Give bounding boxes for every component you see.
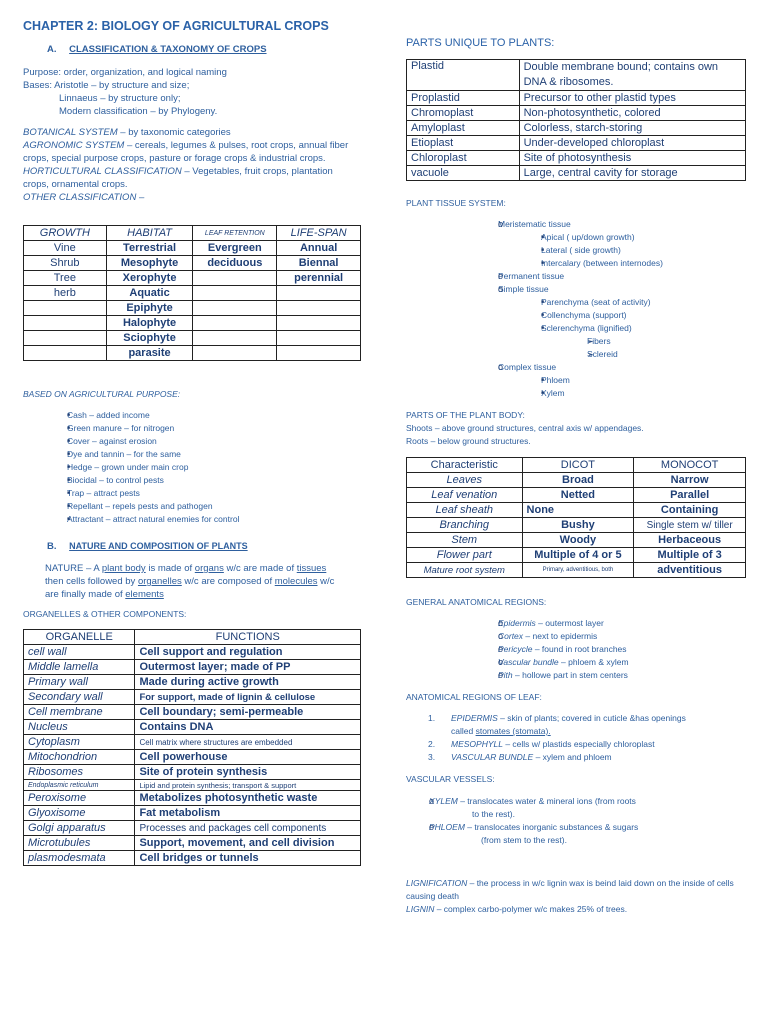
- organelle-function: Processes and packages cell components: [135, 821, 361, 836]
- characteristic-cell: Leaf sheath: [407, 503, 523, 518]
- organelle-function: Cell powerhouse: [135, 750, 361, 765]
- phloem-text: – translocates inorganic substances & sugars: [464, 822, 639, 832]
- xylem-term: XYLEM: [429, 796, 458, 806]
- leaf-region-term: MESOPHYLL: [451, 739, 503, 749]
- section-b-title: NATURE AND COMPOSITION OF PLANTS: [69, 541, 248, 551]
- class-cell: [277, 286, 361, 301]
- class-cell: Halophyte: [106, 316, 193, 331]
- class-cell: herb: [24, 286, 107, 301]
- monocot-cell: Parallel: [634, 488, 746, 503]
- dicot-cell: Netted: [522, 488, 634, 503]
- nature-line-2: [45, 575, 365, 588]
- class-cell: [24, 346, 107, 361]
- functions-header: FUNCTIONS: [135, 630, 361, 645]
- horticultural-system: [23, 165, 361, 191]
- tissue-subitem: ■ Intercalary (between internodes): [521, 257, 755, 270]
- monocot-cell: Narrow: [634, 473, 746, 488]
- organelle-name: Mitochondrion: [24, 750, 135, 765]
- organelle-function: Outermost layer; made of PP: [135, 660, 361, 675]
- organelle-name: Ribosomes: [24, 765, 135, 780]
- vascular-list: [406, 795, 756, 847]
- class-cell: Terrestrial: [106, 241, 193, 256]
- dicot-cell: Bushy: [522, 518, 634, 533]
- anatomical-list: [475, 617, 755, 682]
- leaf-region-term: VASCULAR BUNDLE: [451, 752, 534, 762]
- vascular-continuation: to the rest).: [472, 809, 515, 819]
- roots-definition: Roots – below ground structures.: [406, 436, 531, 446]
- plastid-name: Amyloplast: [407, 121, 520, 136]
- vascular-item: [406, 821, 756, 834]
- class-cell: Biennal: [277, 256, 361, 271]
- dicot-cell: Primary, adventitious, both: [522, 563, 634, 578]
- dicot-cell: Multiple of 4 or 5: [522, 548, 634, 563]
- nature-keyword: molecules: [274, 576, 318, 587]
- shoots-definition: Shoots – above ground structures, central axis w/ appendages.: [406, 423, 644, 433]
- plastid-description: Non-photosynthetic, colored: [519, 106, 745, 121]
- class-header-growth: GROWTH: [24, 226, 107, 241]
- anatomical-text: – next to epidermis: [523, 631, 598, 641]
- bases-line-1: Bases: Aristotle – by structure and size;: [23, 80, 190, 91]
- lignin-text: – complex carbo-polymer w/c makes 25% of trees.: [434, 904, 628, 914]
- nature-keyword: plant body: [101, 563, 146, 574]
- class-cell: Mesophyte: [106, 256, 193, 271]
- organelle-function: Cell boundary; semi-permeable: [135, 705, 361, 720]
- organelle-name: Microtubules: [24, 836, 135, 851]
- list-item: ■ Hedge – grown under main crop: [40, 461, 360, 474]
- dicot-cell: Broad: [522, 473, 634, 488]
- agronomic-system: [23, 139, 361, 165]
- tissue-subitem: ■ Apical ( up/down growth): [521, 231, 755, 244]
- leaf-region-text: – xylem and phloem: [533, 752, 612, 762]
- tissue-subsubitem: ➢ Sclereid: [565, 348, 755, 361]
- section-a-marker: A.: [47, 44, 57, 55]
- class-cell: parasite: [106, 346, 193, 361]
- section-a-heading: [47, 43, 267, 56]
- tissue-item: o Complex tissue: [475, 361, 755, 374]
- list-item: ■ Repellant – repels pests and pathogen: [40, 500, 360, 513]
- section-b-heading: [47, 540, 248, 553]
- lignification-definition: [406, 877, 761, 903]
- dicot-table-header: Characteristic: [407, 458, 523, 473]
- nature-text: are finally made of: [45, 589, 126, 600]
- plastid-name: Chloroplast: [407, 151, 520, 166]
- class-cell: Aquatic: [106, 286, 193, 301]
- nature-text: NATURE – A: [45, 563, 102, 574]
- anatomical-term: Pith: [498, 670, 513, 680]
- botanical-text: – by taxonomic categories: [117, 127, 231, 138]
- phloem-term: PHLOEM: [429, 822, 465, 832]
- organelle-function: Support, movement, and cell division: [135, 836, 361, 851]
- list-item: ■ Cash – added income: [40, 409, 360, 422]
- plastid-description: Under-developed chloroplast: [519, 136, 745, 151]
- class-cell: deciduous: [193, 256, 277, 271]
- anatomical-term: Cortex: [498, 631, 524, 641]
- organelle-function: Cell bridges or tunnels: [135, 851, 361, 866]
- anatomical-text: – hollowe part in stem centers: [512, 670, 628, 680]
- class-cell: [277, 316, 361, 331]
- organelle-function: Metabolizes photosynthetic waste: [135, 791, 361, 806]
- characteristic-cell: Branching: [407, 518, 523, 533]
- organelle-function: Made during active growth: [135, 675, 361, 690]
- lignin-term: LIGNIN: [406, 904, 435, 914]
- chapter-title: CHAPTER 2: BIOLOGY OF AGRICULTURAL CROPS: [23, 19, 329, 33]
- nature-text: w/c are composed of: [181, 576, 275, 587]
- dicot-cell: Woody: [522, 533, 634, 548]
- tissue-outline: [475, 218, 755, 400]
- class-cell: Sciophyte: [106, 331, 193, 346]
- leaf-region-term: EPIDERMIS: [451, 713, 498, 723]
- plastid-description: Precursor to other plastid types: [519, 91, 745, 106]
- bases-line-3: Modern classification – by Phylogeny.: [59, 106, 218, 117]
- organelle-name: Cell membrane: [24, 705, 135, 720]
- class-cell: Xerophyte: [106, 271, 193, 286]
- characteristic-cell: Leaf venation: [407, 488, 523, 503]
- plastid-name: Chromoplast: [407, 106, 520, 121]
- leaf-region-item: [428, 751, 763, 764]
- plant-body-parts: [406, 409, 756, 448]
- nature-text: w/c are made of: [223, 563, 297, 574]
- list-item: ■ Cover – against erosion: [40, 435, 360, 448]
- nature-text: then cells followed by: [45, 576, 138, 587]
- class-cell: Shrub: [24, 256, 107, 271]
- class-header-habitat: HABITAT: [106, 226, 193, 241]
- lignification-text: – the process in w/c lignin wax is beind laid down on the inside of cells causing death: [406, 878, 734, 901]
- class-cell: [24, 331, 107, 346]
- tissue-subitem: ■ Xylem: [521, 387, 755, 400]
- dicot-cell: None: [522, 503, 634, 518]
- leaf-region-item: [428, 712, 763, 725]
- class-cell: [193, 331, 277, 346]
- class-cell: perennial: [277, 271, 361, 286]
- organelle-name: cell wall: [24, 645, 135, 660]
- monocot-cell: Herbaceous: [634, 533, 746, 548]
- organelle-name: Golgi apparatus: [24, 821, 135, 836]
- tissue-item: o Permanent tissue: [475, 270, 755, 283]
- parts-unique-title: PARTS UNIQUE TO PLANTS:: [406, 37, 555, 49]
- plastid-name: Plastid: [407, 60, 520, 91]
- leaf-region-continuation: [428, 725, 763, 738]
- nature-text: w/c: [317, 576, 335, 587]
- plastid-name: vacuole: [407, 166, 520, 181]
- xylem-text: – translocates water & mineral ions (from roots: [457, 796, 636, 806]
- anatomical-text: – found in root branches: [532, 644, 627, 654]
- section-a-title: CLASSIFICATION & TAXONOMY OF CROPS: [69, 44, 267, 55]
- anatomical-item: [475, 643, 755, 656]
- organelle-name: Secondary wall: [24, 690, 135, 705]
- leaf-region-text: – cells w/ plastids especially chloroplast: [502, 739, 655, 749]
- organelle-function: For support, made of lignin & cellulose: [135, 690, 361, 705]
- tissue-item: o Meristematic tissue: [475, 218, 755, 231]
- organelle-table: [23, 629, 361, 866]
- class-cell: [277, 301, 361, 316]
- class-cell: [277, 346, 361, 361]
- anatomical-term: Vascular bundle: [498, 657, 559, 667]
- botanical-system: [23, 126, 361, 139]
- plastid-description: Large, central cavity for storage: [519, 166, 745, 181]
- botanical-term: BOTANICAL SYSTEM: [23, 127, 118, 138]
- organelle-header: ORGANELLE: [24, 630, 135, 645]
- parts-unique-table: [406, 59, 746, 181]
- lignin-definition: [406, 903, 761, 916]
- anatomical-term: Epidermis: [498, 618, 536, 628]
- organelle-function: Fat metabolism: [135, 806, 361, 821]
- plastid-description: Double membrane bound; contains own DNA & ribosomes.: [519, 60, 745, 91]
- class-cell: Tree: [24, 271, 107, 286]
- dicot-monocot-table: [406, 457, 746, 578]
- nature-keyword: elements: [125, 589, 164, 600]
- tissue-subitem: ■ Sclerenchyma (lignified): [521, 322, 755, 335]
- characteristic-cell: Stem: [407, 533, 523, 548]
- list-item: ■ Attractant – attract natural enemies for control: [40, 513, 360, 526]
- classification-table: [23, 225, 361, 361]
- list-item: ■ Green manure – for nitrogen: [40, 422, 360, 435]
- characteristic-cell: Leaves: [407, 473, 523, 488]
- class-header-leaf-retention: LEAF RETENTION: [193, 226, 277, 241]
- organelle-name: Primary wall: [24, 675, 135, 690]
- leaf-region-number: 2.: [428, 739, 436, 749]
- agronomic-text: – cereals, legumes & pulses, root crops, annual fiber crops, special purpose crops, pasture or forage crops & industrial crops.: [23, 140, 349, 164]
- agronomic-term: AGRONOMIC SYSTEM: [23, 140, 125, 151]
- tissue-subitem: ■ Collenchyma (support): [521, 309, 755, 322]
- anatomical-term: Pericycle: [498, 644, 533, 654]
- monocot-cell: adventitious: [634, 563, 746, 578]
- agri-purpose-title: BASED ON AGRICULTURAL PURPOSE:: [23, 389, 181, 399]
- bases-line-2: Linnaeus – by structure only;: [59, 93, 181, 104]
- lignification-term: LIGNIFICATION: [406, 878, 468, 888]
- class-cell: [193, 286, 277, 301]
- vascular-title: VASCULAR VESSELS:: [406, 774, 495, 784]
- class-cell: [24, 301, 107, 316]
- characteristic-cell: Mature root system: [407, 563, 523, 578]
- leaf-region-number: 3.: [428, 752, 436, 762]
- tissue-subsubitem: ➢ Fibers: [565, 335, 755, 348]
- organelle-function: Lipid and protein synthesis; transport & support: [135, 780, 361, 791]
- section-b-marker: B.: [47, 541, 57, 552]
- class-cell: [193, 316, 277, 331]
- list-item: ■ Trap – attract pests: [40, 487, 360, 500]
- tissue-subitem: ■ Lateral ( side growth): [521, 244, 755, 257]
- nature-line-3: [45, 588, 365, 601]
- class-cell: [193, 346, 277, 361]
- organelle-name: Cytoplasm: [24, 735, 135, 750]
- tissue-subitem: ■ Parenchyma (seat of activity): [521, 296, 755, 309]
- plastid-name: Proplastid: [407, 91, 520, 106]
- class-cell: Epiphyte: [106, 301, 193, 316]
- vascular-item: [406, 795, 756, 808]
- agri-purpose-list: [40, 409, 360, 526]
- organelle-function: Site of protein synthesis: [135, 765, 361, 780]
- list-item: ■ Dye and tannin – for the same: [40, 448, 360, 461]
- nature-text: is made of: [145, 563, 195, 574]
- class-cell: [193, 271, 277, 286]
- anatomical-item: [475, 630, 755, 643]
- organelle-function: Cell matrix where structures are embedded: [135, 735, 361, 750]
- organelle-function: Cell support and regulation: [135, 645, 361, 660]
- class-cell: Annual: [277, 241, 361, 256]
- purpose-block: [23, 66, 363, 118]
- organelle-name: Glyoxisome: [24, 806, 135, 821]
- anatomical-item: [475, 617, 755, 630]
- plastid-description: Site of photosynthesis: [519, 151, 745, 166]
- monocot-cell: Containing: [634, 503, 746, 518]
- list-item: ■ Biocidal – to control pests: [40, 474, 360, 487]
- class-cell: [24, 316, 107, 331]
- plastid-name: Etioplast: [407, 136, 520, 151]
- class-cell: Evergreen: [193, 241, 277, 256]
- anatomical-item: [475, 656, 755, 669]
- organelle-name: Nucleus: [24, 720, 135, 735]
- anatomical-item: [475, 669, 755, 682]
- purpose-text: Purpose: order, organization, and logical naming: [23, 67, 227, 78]
- nature-keyword: organelles: [137, 576, 182, 587]
- monocot-cell: Single stem w/ tiller: [634, 518, 746, 533]
- monocot-cell: Multiple of 3: [634, 548, 746, 563]
- class-header-life-span: LIFE-SPAN: [277, 226, 361, 241]
- organelle-function: Contains DNA: [135, 720, 361, 735]
- leaf-region-number: 1.: [428, 713, 436, 723]
- tissue-title: PLANT TISSUE SYSTEM:: [406, 198, 506, 208]
- plastid-description: Colorless, starch-storing: [519, 121, 745, 136]
- horticultural-text: – Vegetables, fruit crops, plantation crops, ornamental crops.: [23, 166, 333, 190]
- lignin-definitions: [406, 877, 761, 916]
- anatomical-title: GENERAL ANATOMICAL REGIONS:: [406, 597, 547, 607]
- vascular-continuation: (from stem to the rest).: [481, 835, 567, 845]
- class-cell: [277, 331, 361, 346]
- other-classification: OTHER CLASSIFICATION –: [23, 192, 145, 203]
- dicot-table-header: MONOCOT: [634, 458, 746, 473]
- class-cell: Vine: [24, 241, 107, 256]
- leaf-region-text: – skin of plants; covered in cuticle &has openings: [497, 713, 686, 723]
- organelles-title: ORGANELLES & OTHER COMPONENTS:: [23, 609, 187, 619]
- organelle-name: Endoplasmic reticulum: [24, 780, 135, 791]
- tissue-subitem: ■ Phloem: [521, 374, 755, 387]
- classification-systems: [23, 126, 361, 204]
- tissue-item: o Simple tissue: [475, 283, 755, 296]
- leaf-region-item: [428, 738, 763, 751]
- class-cell: [193, 301, 277, 316]
- anatomical-text: – phloem & xylem: [558, 657, 629, 667]
- nature-paragraph: [45, 562, 365, 601]
- plant-body-title: PARTS OF THE PLANT BODY:: [406, 410, 525, 420]
- organelle-name: Middle lamella: [24, 660, 135, 675]
- leaf-regions-list: [428, 712, 763, 764]
- nature-line-1: [45, 562, 365, 575]
- anatomical-text: – outermost layer: [535, 618, 604, 628]
- leaf-regions-title: ANATOMICAL REGIONS OF LEAF:: [406, 692, 542, 702]
- characteristic-cell: Flower part: [407, 548, 523, 563]
- nature-keyword: organs: [194, 563, 224, 574]
- organelle-name: Peroxisome: [24, 791, 135, 806]
- stomata-term: stomates (stomata).: [475, 726, 551, 736]
- organelle-name: plasmodesmata: [24, 851, 135, 866]
- dicot-table-header: DICOT: [522, 458, 634, 473]
- leaf-region-text: called: [451, 726, 476, 736]
- horticultural-term: HORTICULTURAL CLASSIFICATION: [23, 166, 182, 177]
- nature-keyword: tissues: [296, 563, 327, 574]
